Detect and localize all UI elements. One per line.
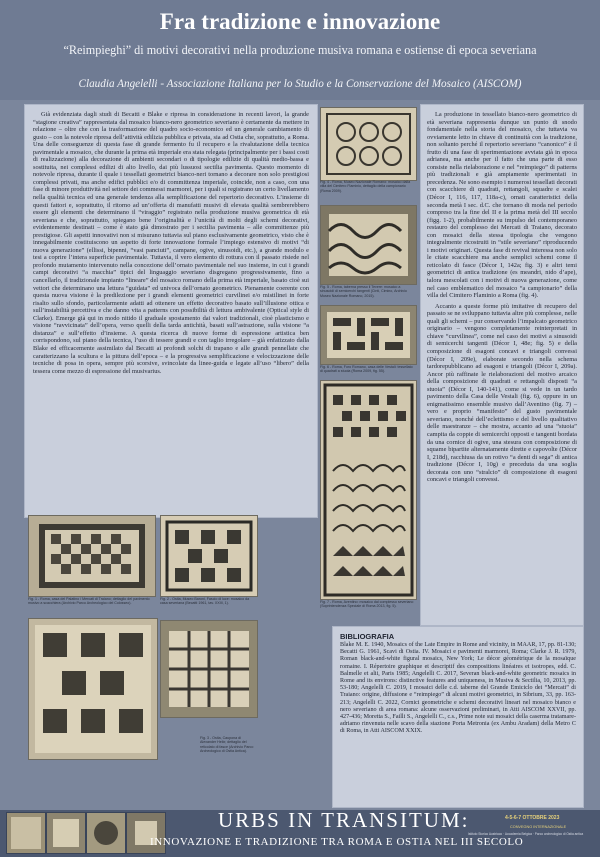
poster-header <box>0 0 600 100</box>
fig6-mosaic-image <box>321 306 416 364</box>
poster-subtitle: “Reimpieghi” di motivi decorativi nella produzione musiva romana e ostiense di epoca severiana <box>63 43 537 57</box>
fig7-mosaic-image <box>321 381 416 599</box>
footer-organizers: Istituto Storico Austriaco · Accademia Belgica · Parco archeologico di Ostia antica <box>468 832 584 836</box>
left-paragraph-1: Già evidenziata dagli studi di Becatti e Blake e ripresa in considerazione in recenti lavori, la grande “stagione creativa” rappresentata dal mosaico bianco-nero geometrico severiano è certamente da mettere in relazione – oltre che con la trasformazione del quadro socio-economico ed un generale cambiamento di gusto – con la notevole ripresa dell’attività edilizia pubblica e privata, sia ad Ostia che, soprattutto, a Roma. Una delle conseguenze di questa fase di grande fermento fu il recupero e la rivalutazione della tecnica pavimentale a mosaico, che durante la prima età imperiale era stata relegata (principalmente per i bassi costi di realizzazione) alla decorazione di ambienti secondari o di tipologie edilizie di qualità medio-bassa e sostituita, nei complessi edilizi di alto livello, dai più lussuosi sectilia pavimenta. Questo momento di notevole ripresa, durante il quale i tessellati geometrici bianco-neri tornano a decorare non solo prestigiosi complessi privati, ma anche edifici pubblici e/o di committenza imperiale, coincide, non a caso, con una fase di minore produttività nel settore dei commessi marmorei, per i quali si registrano un certo livellamento nella qualità tecnica ed una generale tendenza alla semplificazione del repertorio decorativo. L’insieme di questi fattori e, soprattutto, il ritorno ad un’offerta di manufatti musivi di elevata qualità sembrerebbero essere gli elementi che determinano il “viraggio” registrato nella produzione musiva geometrica di età severiana e che, soprattutto, spiegano bene l’originalità e l’unicità di molti degli schemi decorativi, evidentemente destinati – come è stato già dimostrato per i sectilia pavimenta – alle committenze più prestigiose. Gli aspetti innovativi non si misurano tuttavia sul piano esclusivamente geometrico, visto che è innegabilmente costituiscono un aspetto di forte innovazione formale l’impiego estensivo di motivi “di nuova generazione” (ellissi, bipenni, “vasi panciuti”, campane, ogive, sinusoidi, etc.), a grande modulo e tesi a coprire l’intera superficie pavimentale. Tuttavia, il vero elemento di rottura con il passato risiede nel profondo mutamento intervenuto nella concezione dell’ornato pavimentale nel suo insieme, in cui i grandi campi decorativi “a macchia” tipici del linguaggio severiano disgregano progressivamente, fino a cancellarlo, il tradizionale impianto “lineare” del mosaico romano della prima età imperiale, basato cioè sui vettori che determinano una lettura “guidata” ed univoca dell’ornato geometrico. Pienamente coerente con questa nuova visione è la predilezione per i grandi elementi geometrici curvilinei e/o mistilinei in forte risalto sullo sfondo, particolarmente adatti ad ottenere un effetto decorativo basato sull’illusione ottica e sull’instabilità percettiva e che danno vita a patterns con possibilità di lettura ambivalente (Optical style di Clarke). Emerge già qui in modo nitido il graduale spostamento dai valori tradizionali, cioè plasticismo e visione “ravvicinata” dell’opera, verso quelli della tarda antichità, basati sull’astrazione, sulla visione “a distanza” e sull’effetto d’insieme. A questa ricerca di nuove forme di espressione artistica ben corrispondono, sul piano della tecnica, l’uso di tessere grandi e con taglio irregolare – già enfatizzato dalla Blake ed efficacemente assimilato dal Becatti ai profondi solchi di trapano e alle grandi pennellate che caratterizzano la scultura e la pittura dell’epoca – e la progressiva semplificazione e velocizzazione delle tecniche di posa in opera, sempre più scorsive, svincolate da linee-guida e legate all’uso “libero” della tessera come mezzo di espressione del musivarius. <box>33 111 309 375</box>
footer-dates: 4-5-6-7 OTTOBRE 2023 <box>505 815 560 821</box>
poster-author: Claudia Angelelli - Associazione Italiana per lo Studio e la Conservazione del Mosaico (AISCOM) <box>78 78 522 90</box>
fig5-photo <box>320 205 417 285</box>
fig5-caption: Fig. 5 - Roma, taberna presso il Tevere: mosaico a sinusoidi di semicerchi tangenti (Cinti, Cimino, Archivio Museo Nazionale Romano, 2015). <box>320 285 407 298</box>
fig7-photo <box>320 380 417 600</box>
bibliography-text <box>340 642 576 736</box>
fig3-caption: Fig. 3 - Ostia, Caupona di Alexander Helix; dettaglio del reticolato di fasce (Archivio Parco Archeologico di Ostia Antica). <box>200 736 254 753</box>
footer-title: URBS IN TRANSITUM: <box>218 808 470 832</box>
fig1-caption: Fig. 1 - Roma, casa del Palatino / Mercati di Traiano; dettaglio del pavimento musivo a scacchiera (Archivio Parco Archeologico del Colosseo). <box>28 597 150 606</box>
fig2-photo <box>160 515 258 597</box>
fig2-caption: Fig. 2 - Ostia, Museo Baroni, Fascio di luce: mosaico da casa severiana (Becatti 1961, tav. XXIII, 1). <box>160 597 250 606</box>
fig6-caption: Fig. 6 - Roma, Foro Romano, casa delle Vestali: tessellato di quadrati a stuoia (Roma 2009, fig. 55). <box>320 365 413 374</box>
fig7-caption: Fig. 7 - Roma, Aventino: mosaico dal complesso severiano (Soprintendenza Speciale di Roma 2013, fig. 5). <box>320 600 414 609</box>
right-text <box>427 111 577 487</box>
poster-title: Fra tradizione e innovazione <box>159 9 441 34</box>
left-text <box>33 111 309 378</box>
footer-convegno: CONVEGNO INTERNAZIONALE <box>510 825 567 829</box>
fig3-mosaic-image <box>161 621 257 717</box>
footer-subtitle: INNOVAZIONE E TRADIZIONE TRA ROMA E OSTIA NEL III SECOLO <box>150 836 524 848</box>
footer-image-3 <box>86 812 126 854</box>
bibliography-body: Blake M. E. 1940, Mosaics of the Late Empire in Rome and vicinity, in MAAR, 17, pp. 81-130; Becatti G. 1961, Scavi di Ostia. IV. Mosaici e pavimenti marmorei, Roma; Clarke J. R. 1979, Roman black-and-white figural mosaics, New York; Le décor géométrique de la mosaïque romaine. I. Répertoire graphique et descriptif des compositions linéaires et isotropes, edd. C. Balmelle et alii, Paris 1985; Angelelli C. 2017, Severan black-and-white geometric mosaics in Rome and its environs: distinctive features and uniqueness, in Musiva & Sectilia, 10, 2013, pp. 53-180; Angelelli C. 2019, I mosaici delle c.d. taberne del Grande Emiciclo dei “Mercati” di Traiano: origine, diffusione e “reimpiego” di alcuni motivi geometrici, in Sibrium, 33, pp. 163-213; Angelelli C. 2022, Cornici geometriche e schemi decorativi lineari nel mosaico bianco e nero severiano di area romana: alcune osservazioni preliminari, in Atti AISCOM XXVII, pp. 427-436; Moretta S., Failli S., Angelelli C., c.s., Prime note sui mosaici della caserma tratamare-adriamo rinvenuta nelle scavo della stazione Porta Metronia (ex Ambu Aradam) della Metro C di Roma, in Atti AISCOM XXIX. <box>340 642 576 735</box>
fig4-caption: Fig. 4 - Roma, Museo Nazionale Romano: mosaico dalla villa del Cimitero Flaminio, dettaglio della campionario (Roma 2009). <box>320 180 411 193</box>
right-text-panel <box>420 104 584 626</box>
right-paragraph-2: Accanto a queste forme più imitative di recupero del passato se ne sviluppano tuttavia altre più complesse, nelle quali gli schemi – pur conservando l’impalcato geometrico originario – vengono completamente reinterpretati in chiave “curvilinea”, come nel caso dei motivi a sinusoidi di semicerchi tangenti (Décor I, 48e; fig. 5) e della composizione di esagoni concavi e triangoli convessi (Décor I, 209e), elaborate secondo nella schema tardorepubblicano ad esagoni e triangoli (Décor I, 209a). Ancor più raffinate le rielaborazioni del motivo arcaico della composizione di quadrati e rettangoli disposti “a stuoia” (Décor I, 140-141), come si vede in un tardo pavimento della Casa delle Vestali (fig. 6), oppure in un enigmatissimo ensemble musivo dall’Aventino (fig. 7) – vero e proprio “manifesto” del gusto pavimentale severiano, nonché dell’eclettismo e del livello qualitativo delle maestranze – che mostra, accanto ad una “stuoia” campita da coppie di semicerchi opposti e tangenti bordata da una cornice di ogive, una stesura con composizione di squame bipartite alternatamente dirette e capovolte (Décor I, 218d), racchiusa da un rotivo “a denti di sega” di antica tradizione (Décor I, 10g) e preceduta da una soglia decorata con uno “stralcio” di composizione di esagoni concavi e triangoli convessi. <box>427 302 577 484</box>
lower-left-mosaic-image <box>29 619 157 759</box>
fig5-mosaic-image <box>321 206 416 284</box>
fig3-photo <box>160 620 258 718</box>
right-paragraph-1: La produzione in tessellato bianco-nero geometrico di età severiana rappresenta dunque un punto di snodo fondamentale nella storia del mosaico, che tuttavia va ovviamente letto in chiave di continuità con la tradizione, non soltanto perché il repertorio severiano “canonico” è il frutto di una fase di sperimentazione avviata già in epoca adrianea, ma anche per il fatto che una parte di esso consiste nella rielaborazione e nel “reimpiego” di patterns più tradizionali e già ampiamente sperimentati in precedenza. Ne sono esempio i numerosi tessellati decorati con scacchiere di quadrati, rettangoli, squadre e scalei (Décor I, 116, 117, 118a-c), ornati caratteristici della seconda metà I sec. d.C. che tornano di moda nel periodo compreso tra la fine del II e la prima metà del III secolo (figg. 1-2), probabilmente su impulso del contemporaneo restauro del complesso dei Mercati di Traiano, decorato con mosaici della stessa tipologia che vengono integralmente ricostruiti in “stile severiano” riproducendo i motivi originari. Questa fase di revival interessa non solo le citate scacchiere ma anche semplici schemi come il reticolato di fasce (Décor I, 142a; fig. 3) e altri temi geometrici di antica tradizione (es meandri, nido d’ape), talora mescolati con i motivi di nuova generazione, come nel caso emblematico del mosaico “a campionario” della villa del Cimitero Flaminio a Roma (fig. 4). <box>427 111 577 300</box>
left-text-panel <box>24 104 318 518</box>
fig1-photo <box>28 515 156 597</box>
bibliography-title: BIBLIOGRAFIA <box>340 632 395 641</box>
fig4-photo <box>320 107 417 181</box>
lower-left-photo <box>28 618 158 760</box>
fig6-photo <box>320 305 417 365</box>
fig4-mosaic-image <box>321 108 416 180</box>
fig1-mosaic-image <box>29 516 155 596</box>
footer-image-1 <box>6 812 46 854</box>
footer-image-2 <box>46 812 86 854</box>
fig2-mosaic-image <box>161 516 257 596</box>
